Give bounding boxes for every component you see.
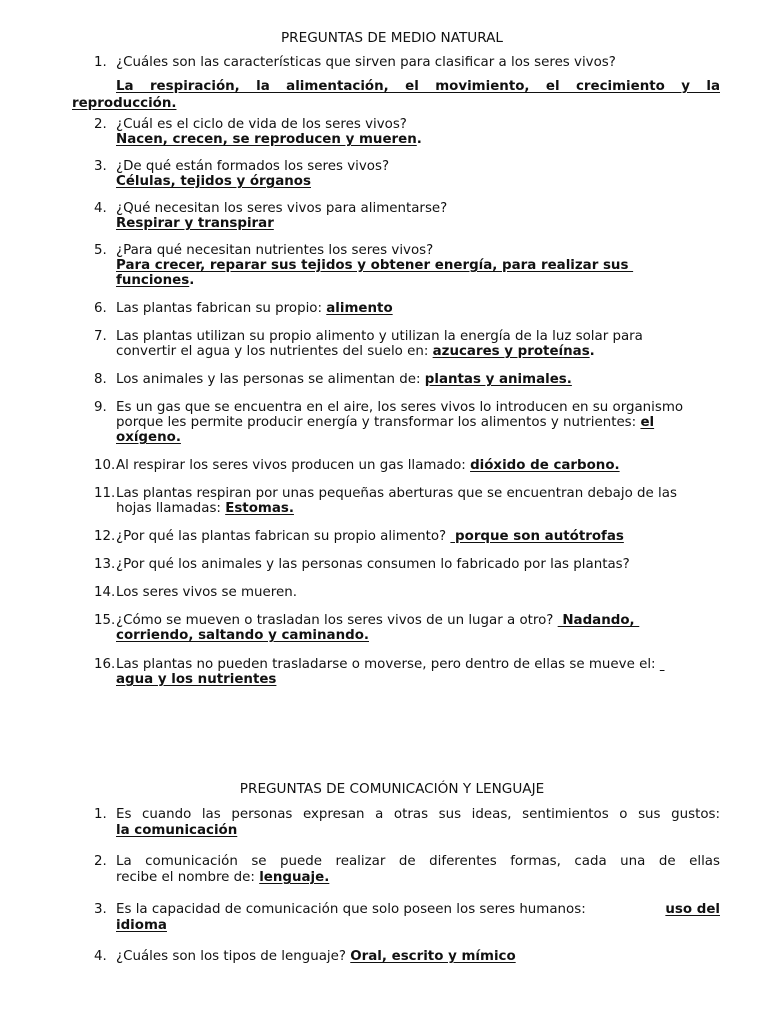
question-7: [94, 329, 720, 359]
question-text: recibe el nombre de:: [116, 870, 260, 885]
question-text: Las plantas respiran por unas pequeñas aberturas que se encuentran debajo de las: [116, 486, 677, 501]
answer-text: uso del: [665, 902, 720, 917]
question-text: Es un gas que se encuentra en el aire, los seres vivos lo introducen en su organismo: [116, 400, 684, 415]
question-text: Las plantas utilizan su propio alimento y utilizan la energía de la luz solar para: [116, 329, 643, 344]
answer-text: idioma: [116, 918, 167, 933]
answer-text: Respirar y transpirar: [116, 216, 274, 231]
question-text: Las plantas fabrican su propio:: [116, 301, 327, 316]
question-number: 2.: [94, 117, 107, 132]
question-2: [94, 117, 720, 147]
question-number: 8.: [94, 372, 107, 387]
question-10: [94, 458, 720, 473]
section-title-medio-natural: PREGUNTAS DE MEDIO NATURAL: [280, 30, 503, 46]
question-13: [94, 557, 720, 572]
question-number: 16.: [94, 657, 116, 672]
answer-text: Células, tejidos y órganos: [116, 174, 311, 189]
answer-line: reproducción.: [72, 96, 177, 111]
question-2-comunicacion: [94, 854, 720, 885]
question-number: 11.: [94, 486, 116, 501]
answer-text: Nacen, crecen, se reproducen y mueren: [116, 132, 417, 147]
answer-text: lenguaje.: [259, 870, 330, 885]
question-text: convertir el agua y los nutrientes del suelo en:: [116, 344, 433, 359]
answer-text: [660, 657, 665, 672]
question-9: [94, 400, 720, 445]
answer-text: porque son autótrofas: [450, 529, 624, 544]
question-1-comunicacion: [94, 807, 720, 838]
answer-text: el: [640, 415, 655, 430]
answer-text: dióxido de carbono.: [470, 458, 620, 473]
answer-line: Para crecer, reparar sus tejidos y obtener energía, para realizar sus: [116, 258, 634, 273]
answer-text: corriendo, saltando y caminando.: [116, 628, 369, 643]
answer-line: La respiración, la alimentación, el movimiento, el crecimiento y la: [116, 79, 720, 94]
question-3-comunicacion: [94, 902, 720, 933]
section-title-comunicacion-lenguaje: PREGUNTAS DE COMUNICACIÓN Y LENGUAJE: [239, 781, 545, 797]
question-text: ¿Por qué los animales y las personas consumen lo fabricado por las plantas?: [116, 557, 630, 572]
question-number: 14.: [94, 585, 116, 600]
question-number: 5.: [94, 243, 107, 258]
question-text: ¿Cuál es el ciclo de vida de los seres vivos?: [116, 117, 407, 132]
question-text: ¿Para qué necesitan nutrientes los seres vivos?: [116, 243, 434, 258]
question-11: [94, 486, 720, 516]
question-text: ¿Cuáles son los tipos de lenguaje?: [116, 949, 351, 964]
question-number: 3.: [94, 159, 107, 174]
question-number: 7.: [94, 329, 107, 344]
question-text: Las plantas no pueden trasladarse o moverse, pero dentro de ellas se mueve el:: [116, 657, 660, 672]
question-text: porque les permite producir energía y transformar los alimentos y nutrientes:: [116, 415, 641, 430]
answer-text: agua y los nutrientes: [116, 672, 277, 687]
question-text: La comunicación se puede realizar de diferentes formas, cada una de ellas: [116, 854, 720, 869]
question-text: ¿Cómo se mueven o trasladan los seres vivos de un lugar a otro?: [116, 613, 558, 628]
question-number: 12.: [94, 529, 116, 544]
question-1: [72, 55, 720, 111]
question-text: Es la capacidad de comunicación que solo poseen los seres humanos:: [116, 902, 590, 917]
question-8: [94, 372, 720, 387]
question-text: Al respirar los seres vivos producen un gas llamado:: [116, 458, 471, 473]
answer-suffix: .: [589, 344, 595, 359]
question-number: 15.: [94, 613, 116, 628]
question-number: 4.: [94, 201, 107, 216]
question-4-comunicacion: [94, 949, 720, 964]
question-text: ¿Qué necesitan los seres vivos para alimentarse?: [116, 201, 448, 216]
answer-text: la comunicación: [116, 823, 238, 838]
answer-suffix: .: [416, 132, 422, 147]
question-number: 1.: [94, 807, 107, 822]
question-5: [94, 243, 720, 288]
question-text: ¿Cuáles son las características que sirven para clasificar a los seres vivos?: [116, 55, 616, 70]
answer-line: funciones: [116, 273, 190, 288]
answer-text: Nadando,: [557, 613, 640, 628]
question-text: Es cuando las personas expresan a otras sus ideas, sentimientos o sus gustos:: [116, 807, 720, 822]
question-number: 6.: [94, 301, 107, 316]
question-text: Los seres vivos se mueren.: [116, 585, 297, 600]
question-15: [94, 613, 720, 643]
answer-text: Oral, escrito y mímico: [350, 949, 516, 964]
answer-suffix: .: [189, 273, 195, 288]
question-number: 2.: [94, 854, 107, 869]
question-text: ¿De qué están formados los seres vivos?: [116, 159, 390, 174]
question-number: 1.: [94, 55, 107, 70]
answer-text: oxígeno.: [116, 430, 181, 445]
question-number: 4.: [94, 949, 107, 964]
question-4: [94, 201, 720, 231]
question-3: [94, 159, 720, 189]
question-14: [94, 585, 720, 600]
answer-text: Estomas.: [225, 501, 294, 516]
question-text: Los animales y las personas se alimentan de:: [116, 372, 425, 387]
question-number: 13.: [94, 557, 116, 572]
question-number: 3.: [94, 902, 107, 917]
question-text: ¿Por qué las plantas fabrican su propio alimento?: [116, 529, 451, 544]
question-6: [94, 301, 720, 316]
question-number: 9.: [94, 400, 107, 415]
question-text: hojas llamadas:: [116, 501, 226, 516]
answer-text: azucares y proteínas: [432, 344, 590, 359]
question-12: [94, 529, 720, 544]
answer-text: alimento: [326, 301, 393, 316]
question-16: [94, 657, 720, 687]
question-number: 10.: [94, 458, 116, 473]
answer-text: plantas y animales.: [424, 372, 572, 387]
